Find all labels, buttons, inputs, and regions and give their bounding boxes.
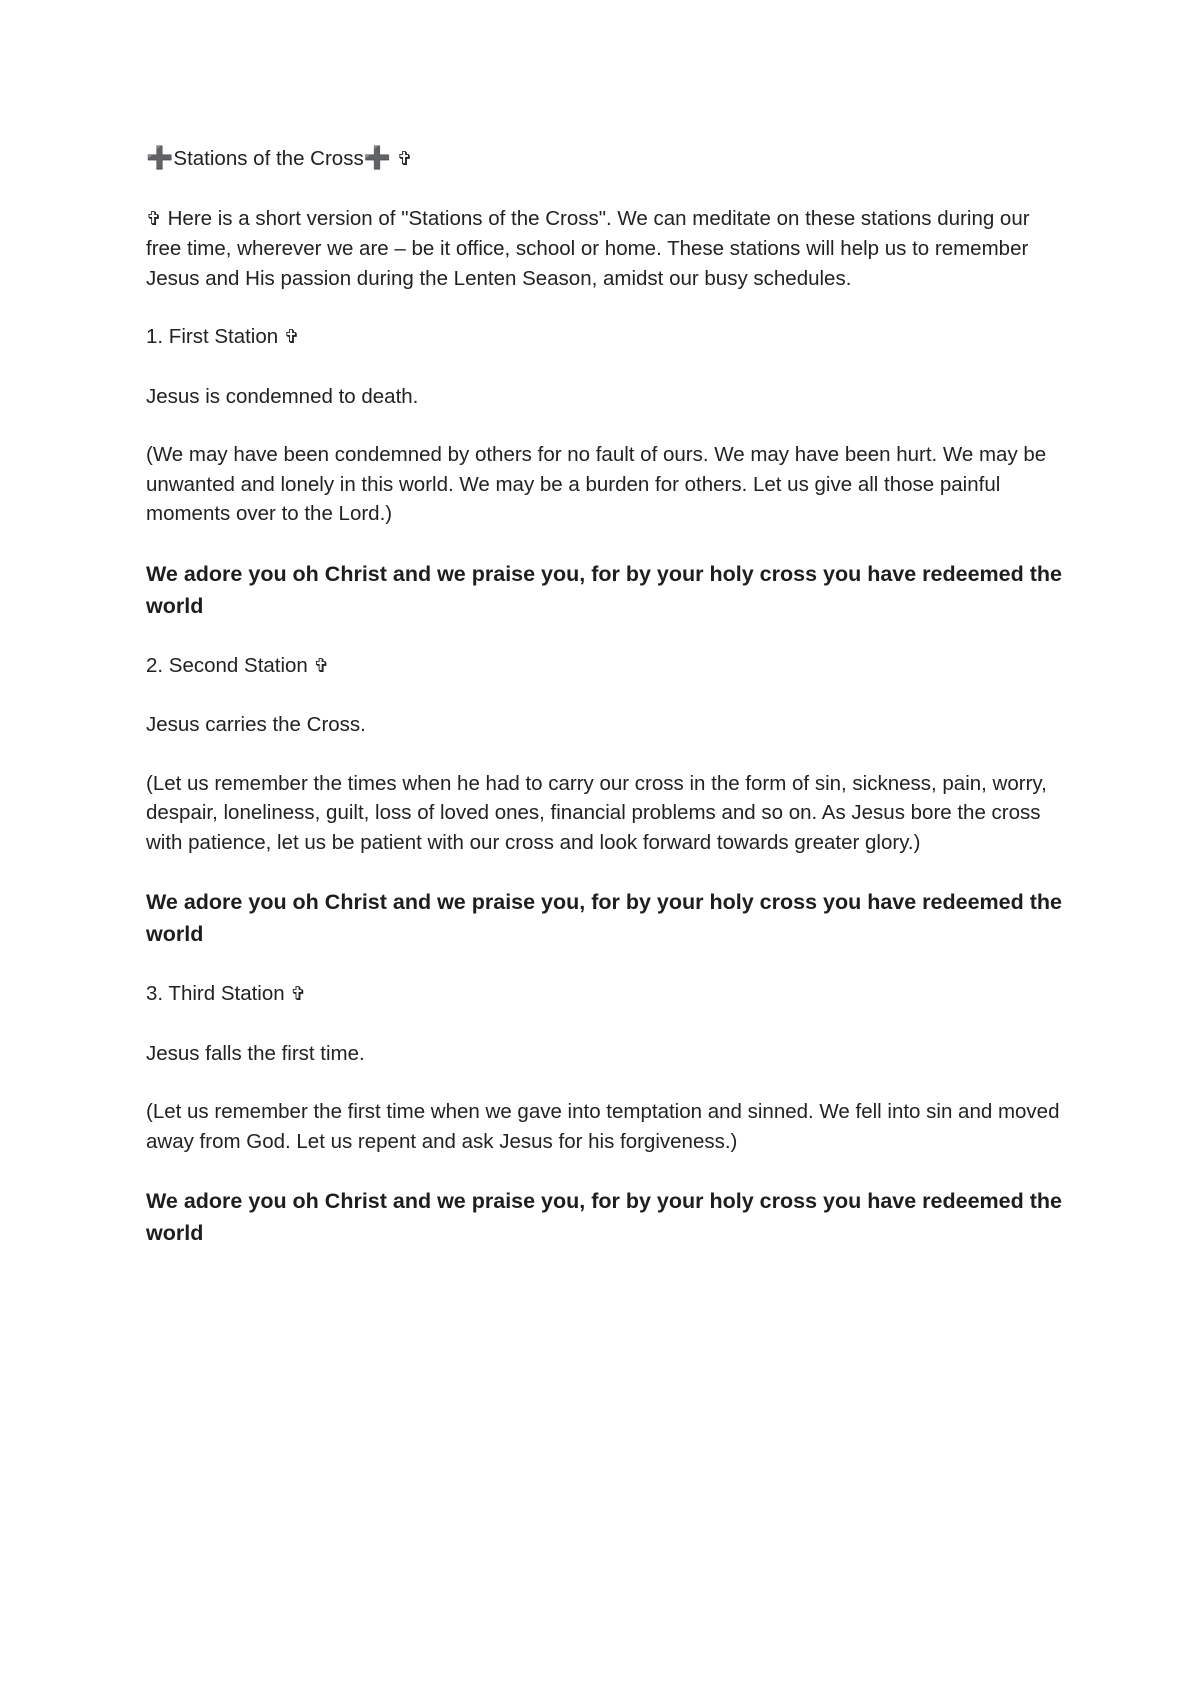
station-title: Jesus falls the first time. [146,1041,365,1065]
cross-icon: ✞ [313,655,330,677]
station-response: We adore you oh Christ and we praise you, for by your holy cross you have redeemed the world [146,1189,1062,1245]
intro-text: Here is a short version of "Stations of the Cross". We can meditate on these stations during our free time, wherever we are – be it office, school or home. These stations will help us to remember Jesus and His passion during the Lenten Season, amidst our busy schedules. [146,206,1030,290]
document-body [146,143,1066,1278]
station-heading [146,322,1066,353]
document-title-text: Stations of the Cross [173,147,364,170]
plus-icon: ➕ [146,145,174,170]
station-reflection: (Let us remember the first time when we gave into temptation and sinned. We fell into sin and moved away from God. Let us repent and ask Jesus for his forgiveness.) [146,1100,1060,1153]
station-reflection: (Let us remember the times when he had to carry our cross in the form of sin, sickness, pain, worry, despair, loneliness, guilt, loss of loved ones, financial problems and so on. As Jesus bore the cross with patience, let us be patient with our cross and look forward towards greater glory.) [146,771,1047,854]
plus-icon: ➕ [363,145,392,170]
station-title: Jesus carries the Cross. [146,713,366,736]
station-response: We adore you oh Christ and we praise you, for by your holy cross you have redeemed the world [146,561,1062,618]
station-heading [146,979,1066,1010]
cross-icon: ✞ [146,208,162,230]
station-heading-text: 1. First Station [146,325,279,348]
station-reflection: (We may have been condemned by others for no fault of ours. We may have been hurt. We may be unwanted and lonely in this world. We may be a burden for others. Let us give all those painful moments over to the Lord.) [146,443,1047,525]
station-heading [146,651,1066,682]
station-response: We adore you oh Christ and we praise you, for by your holy cross you have redeemed the world [146,890,1062,946]
station-heading-text: 2. Second Station [146,653,308,677]
cross-icon: ✞ [396,149,413,170]
cross-icon: ✞ [290,984,307,1005]
cross-icon: ✞ [283,327,300,348]
document-title [146,143,1066,175]
station-title: Jesus is condemned to death. [146,384,419,408]
intro-paragraph [146,204,1066,294]
station-heading-text: 3. Third Station [146,982,285,1005]
